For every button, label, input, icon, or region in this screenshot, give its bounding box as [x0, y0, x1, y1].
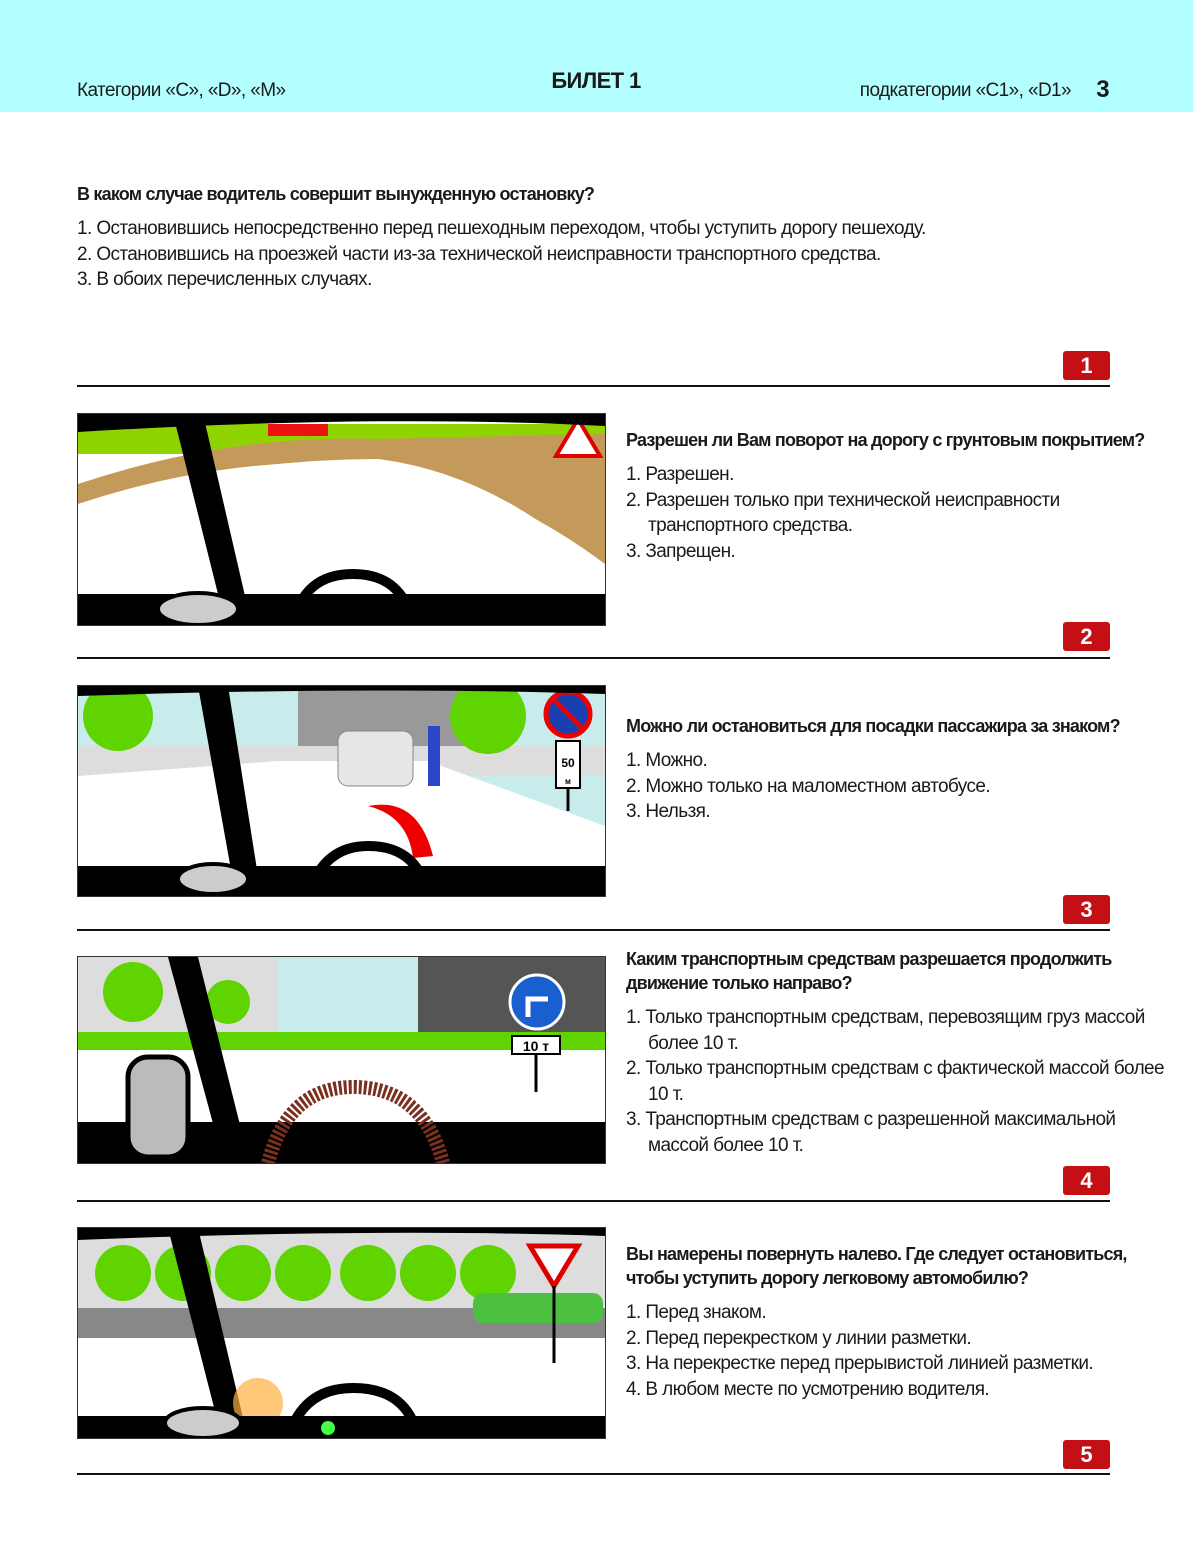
question-5-block — [626, 1242, 1166, 1402]
sign-unit-text: м — [565, 777, 571, 786]
answer[interactable]: 3. Запрещен. — [626, 540, 736, 562]
question-2-illustration — [77, 413, 606, 626]
answer[interactable]: 3. На перекрестке перед прерывистой линией разметки. — [626, 1353, 1094, 1374]
answer[interactable]: 2. Разрешен только при технической неисправности транспортного средства. — [626, 489, 1060, 536]
divider — [77, 929, 1110, 931]
answer[interactable]: 3. В обоих перечисленных случаях. — [77, 269, 372, 290]
answer[interactable]: 2. Остановившись на проезжей части из-за технической неисправности транспортного средства. — [77, 243, 881, 265]
answer[interactable]: 1. Перед знаком. — [626, 1302, 767, 1323]
divider — [77, 385, 1110, 387]
question-5-illustration — [77, 1227, 606, 1439]
question-5-answers — [626, 1300, 1166, 1402]
answer[interactable]: 1. Только транспортным средствам, перевозящим груз массой более 10 т. — [626, 1007, 1145, 1054]
categories-label: Категории «C», «D», «M» — [77, 80, 286, 101]
question-badge-5: 5 — [1063, 1440, 1110, 1469]
question-1-answers — [77, 216, 1117, 293]
question-1-text: В каком случае водитель совершит вынужденную остановку? — [77, 184, 595, 204]
question-5-text: Вы намерены повернуть налево. Где следует остановиться, чтобы уступить дорогу легковому автомобилю? — [626, 1244, 1127, 1288]
divider — [77, 1200, 1110, 1202]
answer[interactable]: 3. Нельзя. — [626, 801, 711, 822]
answer[interactable]: 2. Перед перекрестком у линии разметки. — [626, 1327, 972, 1349]
answer[interactable]: 2. Можно только на маломестном автобусе. — [626, 775, 991, 797]
question-4-text: Каким транспортным средствам разрешается продолжить движение только направо? — [626, 949, 1112, 993]
question-3-block — [626, 714, 1166, 825]
question-1-block — [77, 182, 1117, 293]
divider — [77, 657, 1110, 659]
question-3-text: Можно ли остановиться для посадки пассажира за знаком? — [626, 716, 1120, 736]
answer[interactable]: 1. Остановившись непосредственно перед пешеходным переходом, чтобы уступить дорогу пешеходу. — [77, 218, 926, 239]
page-number: 3 — [1096, 76, 1109, 103]
divider — [77, 1473, 1110, 1475]
question-2-answers — [626, 462, 1166, 564]
answer[interactable]: 4. В любом месте по усмотрению водителя. — [626, 1378, 990, 1400]
sign-distance-text: 50 — [561, 756, 575, 770]
question-badge-2: 2 — [1063, 622, 1110, 651]
answer[interactable]: 3. Транспортным средствам с разрешенной максимальной массой более 10 т. — [626, 1109, 1116, 1156]
question-2-text: Разрешен ли Вам поворот на дорогу с грунтовым покрытием? — [626, 430, 1145, 450]
question-3-answers — [626, 748, 1166, 825]
answer[interactable]: 1. Можно. — [626, 750, 708, 771]
question-4-block — [626, 947, 1166, 1158]
answer[interactable]: 2. Только транспортным средствам с фактической массой более 10 т. — [626, 1058, 1164, 1105]
question-4-illustration — [77, 956, 606, 1164]
ticket-title: БИЛЕТ 1 — [551, 68, 641, 93]
question-badge-1: 1 — [1063, 351, 1110, 380]
sign-plate-text: 10 т — [522, 1038, 550, 1054]
turn-right-sign-icon — [510, 975, 564, 1029]
question-badge-4: 4 — [1063, 1166, 1110, 1195]
subcategories-label: подкатегории «C1», «D1» — [859, 80, 1071, 101]
question-4-answers — [626, 1005, 1166, 1158]
answer[interactable]: 1. Разрешен. — [626, 464, 734, 485]
question-2-block — [626, 428, 1166, 564]
question-badge-3: 3 — [1063, 895, 1110, 924]
question-3-illustration — [77, 685, 606, 897]
